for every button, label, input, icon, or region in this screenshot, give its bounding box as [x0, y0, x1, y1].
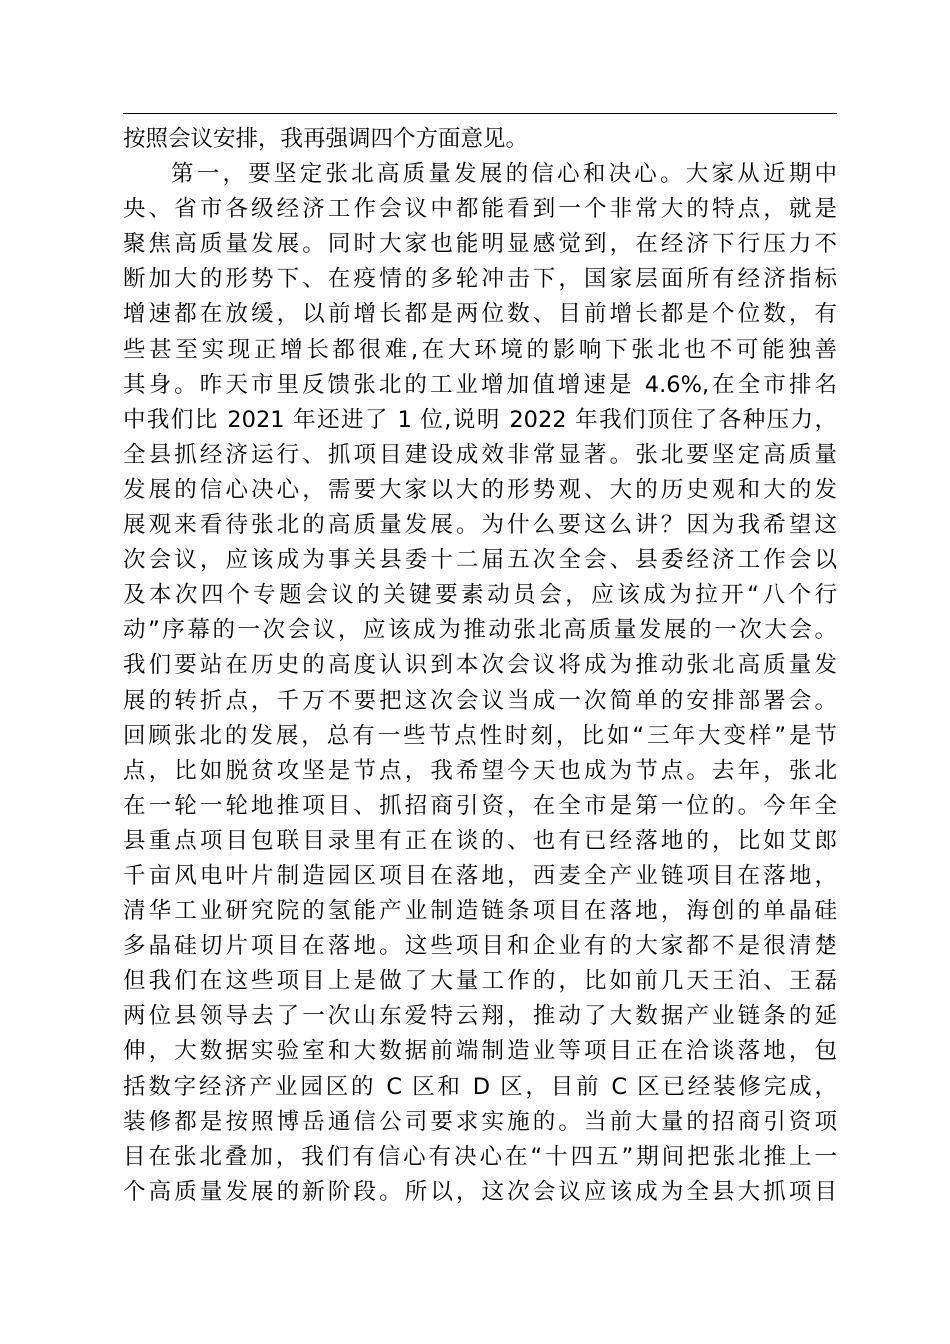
text-line: 个高质量发展的新阶段。所以，这次会议应该成为全县大抓项目 — [123, 1178, 837, 1205]
text-line: 央、省市各级经济工作会议中都能看到一个非常大的特点，就是 — [123, 196, 837, 223]
text-line: 在一轮一轮地推项目、抓招商引资，在全市是第一位的。今年全 — [123, 792, 837, 819]
text-line: 我们要站在历史的高度认识到本次会议将成为推动张北高质量发 — [123, 652, 837, 679]
text-line: 第一，要坚定张北高质量发展的信心和决心。大家从近期中 — [171, 161, 837, 188]
text-line: 括数字经济产业园区的 C 区和 D 区，目前 C 区已经装修完成， — [123, 1073, 837, 1100]
text-line: 按照会议安排，我再强调四个方面意见。 — [123, 126, 529, 152]
text-line: 动”序幕的一次会议，应该成为推动张北高质量发展的一次大会。 — [123, 617, 837, 644]
text-line: 全县抓经济运行、抓项目建设成效非常显著。张北要坚定高质量 — [123, 441, 837, 468]
text-line: 聚焦高质量发展。同时大家也能明显感觉到，在经济下行压力不 — [123, 231, 837, 258]
text-line: 目在张北叠加，我们有信心有决心在“十四五”期间把张北推上一 — [123, 1143, 837, 1170]
text-line: 伸，大数据实验室和大数据前端制造业等项目正在洽谈落地，包 — [123, 1038, 837, 1065]
text-line: 清华工业研究院的氢能产业制造链条项目在落地，海创的单晶硅 — [123, 898, 837, 925]
text-line: 但我们在这些项目上是做了大量工作的，比如前几天王泊、王磊 — [123, 968, 837, 995]
text-line: 装修都是按照博岳通信公司要求实施的。当前大量的招商引资项 — [123, 1108, 837, 1135]
document-body — [123, 122, 837, 1210]
text-line: 回顾张北的发展，总有一些节点性时刻，比如“三年大变样”是节 — [123, 722, 837, 749]
text-line: 展观来看待张北的高质量发展。为什么要这么讲？因为我希望这 — [123, 512, 837, 539]
text-line: 断加大的形势下、在疫情的多轮冲击下，国家层面所有经济指标 — [123, 266, 837, 293]
text-line: 及本次四个专题会议的关键要素动员会，应该成为拉开“八个行 — [123, 582, 837, 609]
text-line: 点，比如脱贫攻坚是节点，我希望今天也成为节点。去年，张北 — [123, 757, 837, 784]
text-line: 中我们比 2021 年还进了 1 位,说明 2022 年我们顶住了各种压力， — [123, 406, 837, 433]
text-line: 其身。昨天市里反馈张北的工业增加值增速是 4.6%,在全市排名 — [123, 371, 837, 398]
text-line: 两位县领导去了一次山东爱特云翔，推动了大数据产业链条的延 — [123, 1003, 837, 1030]
text-line: 些甚至实现正增长都很难,在大环境的影响下张北也不可能独善 — [123, 336, 837, 363]
text-line: 展的转折点，千万不要把这次会议当成一次简单的安排部署会。 — [123, 687, 837, 714]
text-line: 千亩风电叶片制造园区项目在落地，西麦全产业链项目在落地， — [123, 862, 837, 889]
text-line: 次会议，应该成为事关县委十二届五次全会、县委经济工作会以 — [123, 547, 837, 574]
text-line: 多晶硅切片项目在落地。这些项目和企业有的大家都不是很清楚 — [123, 933, 837, 960]
text-line: 增速都在放缓，以前增长都是两位数、目前增长都是个位数，有 — [123, 301, 837, 328]
text-line: 发展的信心决心，需要大家以大的形势观、大的历史观和大的发 — [123, 476, 837, 503]
header-rule — [123, 113, 837, 114]
text-line: 县重点项目包联目录里有正在谈的、也有已经落地的，比如艾郎 — [123, 827, 837, 854]
